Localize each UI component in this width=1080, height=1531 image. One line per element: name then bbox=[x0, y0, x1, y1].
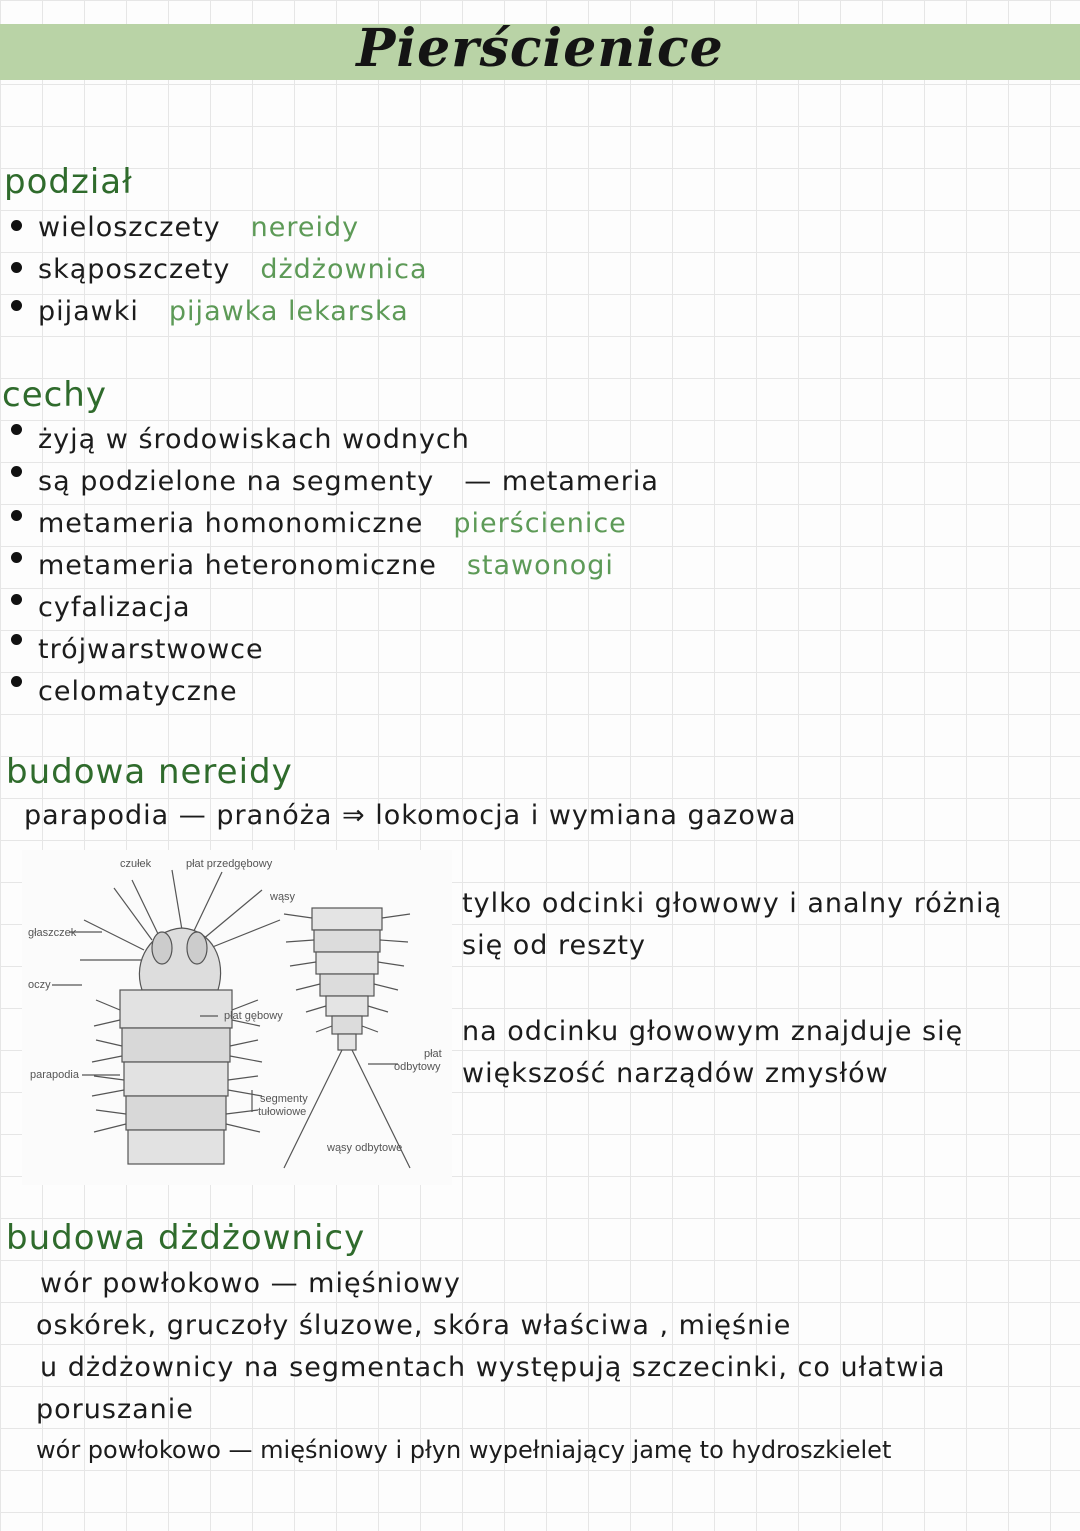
cechy-item bbox=[38, 424, 470, 455]
nereida-note2-line2: większość narządów zmysłów bbox=[462, 1058, 889, 1089]
dzdzownica-line: poruszanie bbox=[36, 1394, 194, 1425]
bullet-icon bbox=[11, 300, 22, 311]
label-plat-gebowy: płat gębowy bbox=[224, 1010, 283, 1022]
cechy-note: — metameria bbox=[464, 466, 659, 497]
cechy-text: żyją w środowiskach wodnych bbox=[38, 424, 470, 455]
cechy-note: stawonogi bbox=[466, 550, 614, 581]
bullet-icon bbox=[11, 466, 22, 477]
label-wasy: wąsy bbox=[270, 891, 296, 903]
bullet-icon bbox=[11, 552, 22, 563]
bullet-icon bbox=[11, 262, 22, 273]
nereida-subline: parapodia — pranóża ⇒ lokomocja i wymiana gazowa bbox=[24, 800, 797, 831]
page-title: Pierścienice bbox=[356, 18, 724, 79]
podzial-example: nereidy bbox=[250, 212, 360, 243]
label-segmenty: segmenty bbox=[260, 1093, 308, 1105]
label-oczy: oczy bbox=[28, 979, 51, 991]
label-glaszczek: głaszczek bbox=[28, 927, 77, 939]
cechy-text: trójwarstwowce bbox=[38, 634, 264, 665]
bullet-icon bbox=[11, 424, 22, 435]
podzial-example: dżdżownica bbox=[260, 254, 428, 285]
podzial-item bbox=[38, 212, 359, 243]
cechy-note: pierścienice bbox=[453, 508, 627, 539]
section-heading-dzdzownica: budowa dżdżownicy bbox=[6, 1218, 366, 1258]
label-wasy-odbytowe: wąsy odbytowe bbox=[327, 1142, 403, 1154]
dzdzownica-line: wór powłokowo — mięśniowy i płyn wypełniający jamę to hydroszkielet bbox=[36, 1436, 892, 1464]
dzdzownica-line: u dżdżownicy na segmentach występują szczecinki, co ułatwia bbox=[40, 1352, 946, 1383]
bullet-icon bbox=[11, 676, 22, 687]
nereida-note1-line1: tylko odcinki głowowy i analny różnią bbox=[462, 888, 1003, 919]
cechy-item bbox=[38, 508, 627, 539]
nereida-note1-line2: się od reszty bbox=[462, 930, 646, 961]
podzial-term: pijawki bbox=[38, 296, 139, 327]
section-heading-nereida: budowa nereidy bbox=[6, 752, 293, 792]
bullet-icon bbox=[11, 594, 22, 605]
bullet-icon bbox=[11, 510, 22, 521]
podzial-term: wieloszczety bbox=[38, 212, 221, 243]
podzial-item bbox=[38, 296, 409, 327]
cechy-text: są podzielone na segmenty bbox=[38, 466, 435, 497]
cechy-item bbox=[38, 466, 659, 497]
cechy-item bbox=[38, 634, 264, 665]
cechy-item bbox=[38, 592, 191, 623]
podzial-term: skąposzczety bbox=[38, 254, 231, 285]
nereida-note2-line1: na odcinku głowowym znajduje się bbox=[462, 1016, 964, 1047]
cechy-text: metameria heteronomiczne bbox=[38, 550, 437, 581]
label-plat-przedgebowy: płat przedgębowy bbox=[186, 858, 273, 870]
cechy-text: metameria homonomiczne bbox=[38, 508, 424, 539]
label-plat: płat bbox=[424, 1048, 442, 1060]
podzial-example: pijawka lekarska bbox=[168, 296, 409, 327]
label-tulowiowe: tułowiowe bbox=[258, 1106, 307, 1118]
podzial-item bbox=[38, 254, 428, 285]
bullet-icon bbox=[11, 220, 22, 231]
cechy-text: cyfalizacja bbox=[38, 592, 191, 623]
label-odbytowy: odbytowy bbox=[394, 1061, 441, 1073]
dzdzownica-line: wór powłokowo — mięśniowy bbox=[40, 1268, 461, 1299]
nereida-diagram bbox=[22, 850, 452, 1185]
cechy-text: celomatyczne bbox=[38, 676, 238, 707]
label-parapodia: parapodia bbox=[30, 1069, 79, 1081]
section-heading-cechy: cechy bbox=[2, 375, 107, 415]
cechy-item bbox=[38, 676, 238, 707]
cechy-item bbox=[38, 550, 614, 581]
label-czulek: czułek bbox=[120, 858, 152, 870]
bullet-icon bbox=[11, 634, 22, 645]
section-heading-podzial: podział bbox=[4, 162, 133, 202]
dzdzownica-line: oskórek, gruczoły śluzowe, skóra właściwa , mięśnie bbox=[36, 1310, 792, 1341]
